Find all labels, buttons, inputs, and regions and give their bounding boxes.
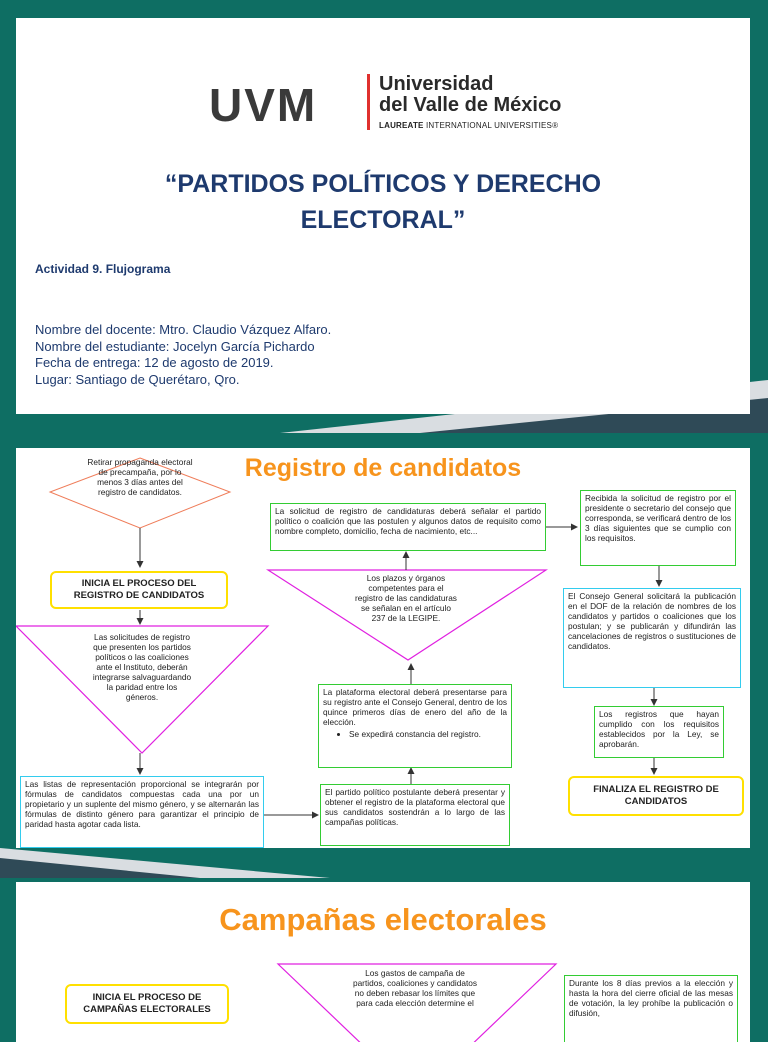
- logo-divider: [367, 74, 370, 130]
- triangle-center-text: Los plazos y órganos competentes para el registro de las candidaturas se señalan en el artículo 237 de la LEGIPE.: [355, 573, 457, 623]
- diamond-text: Retirar propaganda electoral de precampaña, por lo menos 3 días antes del registro de candidatos.: [87, 457, 193, 497]
- teacher-line: Nombre del docente: Mtro. Claudio Vázquez Alfaro.: [35, 322, 332, 337]
- candidate-registration-slide: [16, 448, 750, 848]
- cover-slide: [16, 18, 750, 414]
- party-box: El partido político postulante deberá presentar y obtener el registro de la plataforma electoral que sus candidatos sostendrán a lo largo de las campañas políticas.: [320, 784, 510, 846]
- section-title: Registro de candidatos: [244, 454, 522, 482]
- title-line1: “PARTIDOS POLÍTICOS Y DERECHO: [164, 170, 602, 198]
- electoral-campaigns-slide: [16, 882, 750, 1042]
- start-terminal: INICIA EL PROCESO DEL REGISTRO DE CANDIDATOS: [50, 571, 228, 609]
- campaign-right-box: Durante los 8 días previos a la elección y hasta la hora del cierre oficial de las mesas de votación, la ley prohíbe la publicación o difusión,: [564, 975, 738, 1042]
- title-line2: ELECTORAL”: [300, 206, 466, 234]
- laureate-tagline: [379, 121, 558, 130]
- laureate-bold: LAUREATE: [379, 121, 424, 130]
- date-line: Fecha de entrega: 12 de agosto de 2019.: [35, 355, 274, 370]
- request-box: La solicitud de registro de candidaturas deberá señalar el partido político o coalición que las postulen y algunos datos de requisito como nombre completo, domicilio, fecha de nacimiento, etc...: [270, 503, 546, 551]
- uvm-logo: [209, 72, 569, 132]
- page-title: [16, 166, 750, 238]
- student-line: Nombre del estudiante: Jocelyn García Pichardo: [35, 338, 315, 354]
- campaign-start-terminal: INICIA EL PROCESO DE CAMPAÑAS ELECTORALES: [65, 984, 229, 1024]
- triangle-left-text: Las solicitudes de registro que presenten los partidos políticos o las coaliciones ante el Instituto, deberán integrarse salvaguardando la paridad entre los géneros.: [92, 632, 192, 702]
- student-info: [35, 322, 331, 388]
- approved-box: Los registros que hayan cumplido con los requisitos establecidos por la Ley, se aprobarán.: [594, 706, 724, 758]
- campaign-triangle-text: Los gastos de campaña de partidos, coaliciones y candidatos no deben rebasar los límites que para cada elección determine el: [352, 968, 478, 1008]
- university-name: [379, 74, 561, 116]
- received-box: Recibida la solicitud de registro por el presidente o secretario del consejo que corresponda, se verificará dentro de los 3 días siguientes que se cumplio con los requisitos.: [580, 490, 736, 566]
- council-box: El Consejo General solicitará la publicación en el DOF de la relación de nombres de los candidatos y partidos o coaliciones que los postulan; y se publicarán y difundirán las cancelaciones de registros o sustituciones de candidatos.: [563, 588, 741, 688]
- place-line: Lugar: Santiago de Querétaro, Qro.: [35, 371, 240, 387]
- logo-mark: UVM: [209, 79, 318, 131]
- laureate-rest: INTERNATIONAL UNIVERSITIES®: [423, 121, 559, 130]
- university-name-line2: del Valle de México: [379, 94, 562, 116]
- platform-text: La plataforma electoral deberá presentarse para su registro ante el Consejo General, dentro de los quince primeros días de enero del año de la elección.: [323, 687, 507, 727]
- platform-bullet: • Se expedirá constancia del registro.: [349, 729, 507, 739]
- section-title-campaigns: Campañas electorales: [219, 902, 547, 937]
- platform-box: [318, 684, 512, 768]
- lists-box: Las listas de representación proporcional se integrarán por fórmulas de candidatos compuestas cada una por un propietario y un suplente del mismo género, y se alternarán las fórmulas de distinto género para garantizar el principio de paridad hasta agotar cada lista.: [20, 776, 264, 848]
- university-name-line1: Universidad: [379, 73, 494, 95]
- activity-label: Actividad 9. Flujograma: [35, 262, 171, 276]
- end-terminal: FINALIZA EL REGISTRO DE CANDIDATOS: [568, 776, 744, 816]
